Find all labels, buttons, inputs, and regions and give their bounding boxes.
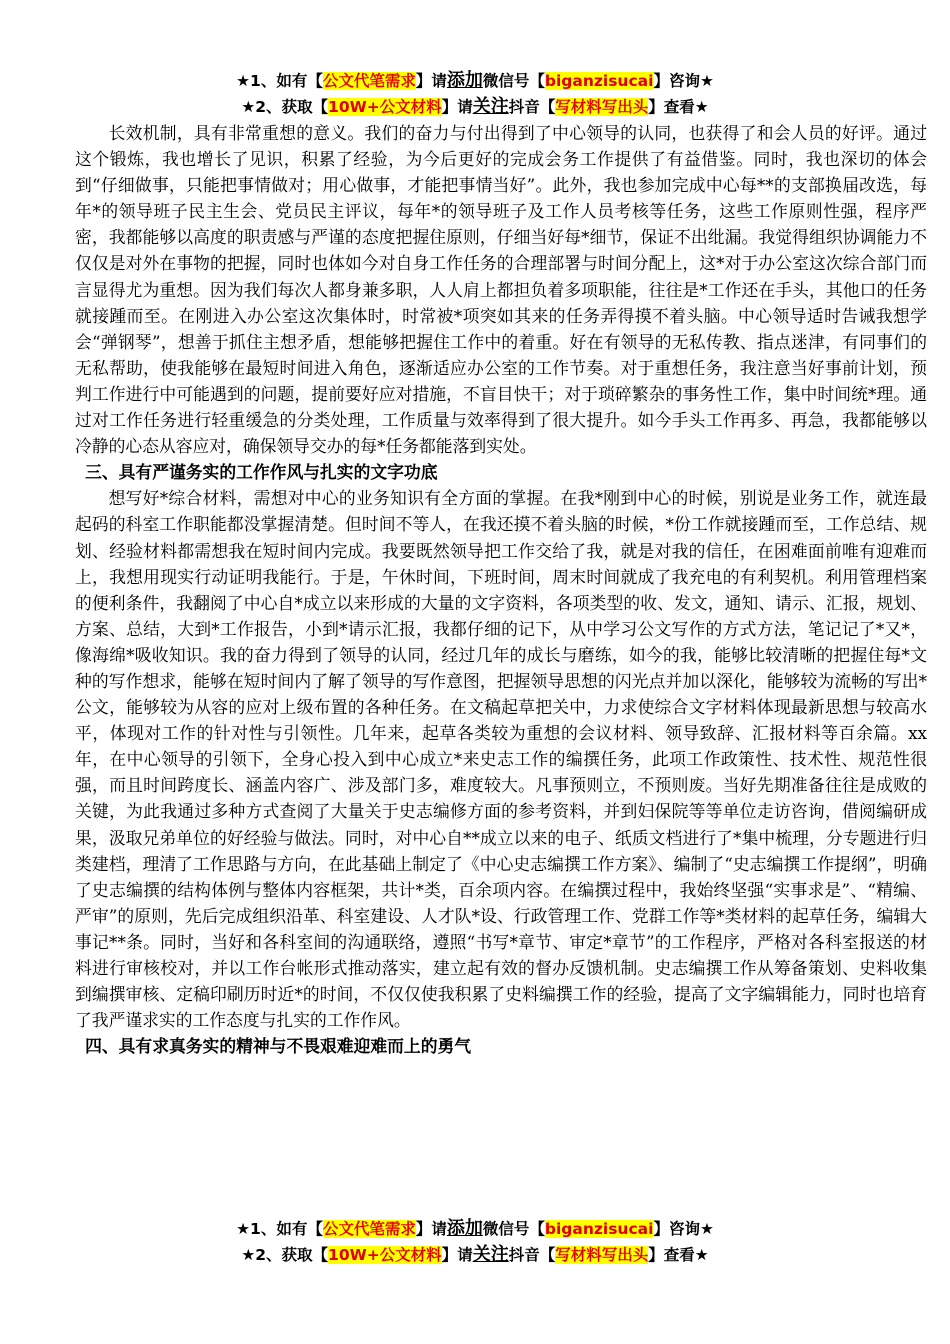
star-icon: ★: [694, 98, 709, 116]
star-icon: ★: [236, 72, 251, 90]
banner-text: 】请: [415, 1220, 447, 1238]
highlight-materials: 10W+公文材料: [328, 1246, 442, 1264]
banner-emphasis: 添加: [446, 1218, 483, 1239]
top-banner: [0, 68, 950, 120]
star-icon: ★: [699, 72, 714, 90]
banner-emphasis: 关注: [472, 1244, 509, 1265]
banner-line-1: [0, 68, 950, 94]
paragraph: 长效机制，具有非常重想的意义。我们的奋力与付出得到了中心领导的认同，也获得了和会人员的好评。通过这个锻炼，我也增长了见识，积累了经验，为今后更好的完成会务工作提供了有益借鉴。同时，我也深切的体会到“仔细做事，只能把事情做对；用心做事，才能把事情当好”。此外，我也参加完成中心每**的支部换届改选，每年*的领导班子民主生会、党员民主评议，每年*的领导班子及工作人员考核等任务，这些工作原则性强，程序严密，我都能够以高度的职责感与严谨的态度把握住原则，仔细当好每*细节，保证不出纰漏。我觉得组织协调能力不仅仅是对外在事物的把握，同时也体如今对自身工作任务的合理部署与时间分配上，这*对于办公室这次综合部门而言显得尤为重想。因为我们每次人都身兼多职，人人肩上都担负着多项职能，往往是*工作还在手头，其他口的任务就接踵而至。在刚进入办公室这次集体时，时常被*项突如其来的任务弄得摸不着头脑。中心领导适时告诫我想学会“弹钢琴”，想善于抓住主想矛盾，想能够把握住工作中的着重。好在有领导的无私传教、指点迷津，有同事们的无私帮助，使我能够在最短时间进入角色，逐渐适应办公室的工作节奏。对于重想任务，我注意当好事前计划，预判工作进行中可能遇到的问题，提前要好应对措施，不盲目快干；对于琐碎繁杂的事务性工作，集中时间统*理。通过对工作任务进行轻重缓急的分类处理，工作质量与效率得到了很大提升。如今手头工作再多、再急，我都能够以冷静的心态从容应对，确保领导交办的每*任务都能落到实处。: [75, 123, 927, 457]
banner-text: 微信号【: [482, 1220, 545, 1238]
banner-line-2: [0, 1242, 950, 1268]
banner-text: 抖音【: [508, 98, 556, 116]
banner-text: 微信号【: [482, 72, 545, 90]
banner-text: 1、如有【: [250, 1220, 323, 1238]
star-icon: ★: [241, 1246, 256, 1264]
banner-text: 2、获取【: [255, 98, 329, 116]
banner-emphasis: 关注: [472, 96, 509, 117]
highlight-douyin: 写材料写出头: [555, 1246, 649, 1264]
banner-text: 2、获取【: [255, 1246, 329, 1264]
banner-text: 】查看: [648, 98, 695, 116]
highlight-douyin: 写材料写出头: [555, 98, 649, 116]
banner-text: 】咨询: [653, 72, 700, 90]
banner-text: 抖音【: [508, 1246, 556, 1264]
banner-text: 】查看: [648, 1246, 695, 1264]
highlight-wechat-id: biganzisucai: [544, 1220, 654, 1238]
star-icon: ★: [699, 1220, 714, 1238]
banner-text: 】请: [441, 1246, 473, 1264]
highlight-ghostwriting: 公文代笔需求: [322, 72, 416, 90]
star-icon: ★: [236, 1220, 251, 1238]
section-heading-3: 三、具有严谨务实的工作作风与扎实的文字功底: [85, 462, 438, 483]
banner-text: 】请: [441, 98, 473, 116]
banner-text: 】咨询: [653, 1220, 700, 1238]
bottom-banner: [0, 1216, 950, 1268]
banner-text: 】请: [415, 72, 447, 90]
paragraph: 想写好*综合材料，需想对中心的业务知识有全方面的掌握。在我*刚到中心的时候，别说是业务工作，就连最起码的科室工作职能都没掌握清楚。但时间不等人，在我还摸不着头脑的时候，*份工作就接踵而至，工作总结、规划、经验材料都需想我在短时间内完成。我要既然领导把工作交给了我，就是对我的信任，在困难面前唯有迎难而上，我想用现实行动证明我能行。于是，午休时间，下班时间，周末时间就成了我充电的有利契机。利用管理档案的便利条件，我翻阅了中心自*成立以来形成的大量的文字资料，各项类型的收、发文，通知、请示、汇报，规划、方案、总结，大到*工作报告，小到*请示汇报，我都仔细的记下，从中学习公文写作的方式方法，笔记记了*又*，像海绵*吸收知识。我的奋力得到了领导的认同，经过几年的成长与磨练，如今的我，能够比较清晰的把握住每*文种的写作想求，能够在短时间内了解了领导的写作意图，把握领导思想的闪光点并加以深化，能够较为流畅的写出*公文，能够较为从容的应对上级布置的各种任务。在文稿起草把关中，力求使综合文字材料体现最新思想与较高水平，体现对工作的针对性与引领性。几年来，起草各类较为重想的会议材料、领导致辞、汇报材料等百余篇。xx年，在中心领导的引领下，全身心投入到中心成立*来史志工作的编撰任务，此项工作政策性、技术性、规范性很强，而且时间跨度长、涵盖内容广、涉及部门多，难度较大。凡事预则立，不预则废。当好先期准备往往是成败的关键，为此我通过多种方式查阅了大量关于史志编修方面的参考资料，并到妇保院等等单位走访咨询，借阅编研成果，汲取兄弟单位的好经验与做法。同时，对中心自**成立以来的电子、纸质文档进行了*集中梳理，分专题进行归类建档，理清了工作思路与方向，在此基础上制定了《中心史志编撰工作方案》、编制了“史志编撰工作提纲”，明确了史志编撰的结构体例与整体内容框架，共计*类，百余项内容。在编撰过程中，我始终坚强“实事求是”、“精编、严审”的原则，先后完成组织沿革、科室建设、人才队*设、行政管理工作、党群工作等*类材料的起草任务，编辑大事记**条。同时，当好和各科室间的沟通联络，遵照“书写*章节、审定*章节”的工作程序，严格对各科室报送的材料进行审核校对，并以工作台帐形式推动落实，建立起有效的督办反馈机制。史志编撰工作从筹备策划、史料收集到编撰审核、定稿印刷历时近*的时间，不仅仅使我积累了史料编撰工作的经验，提高了文字编辑能力，同时也培育了我严谨求实的工作态度与扎实的工作作风。: [75, 488, 927, 1031]
highlight-materials: 10W+公文材料: [328, 98, 442, 116]
star-icon: ★: [241, 98, 256, 116]
document-body: [75, 120, 927, 1059]
banner-line-1: [0, 1216, 950, 1242]
star-icon: ★: [694, 1246, 709, 1264]
banner-text: 1、如有【: [250, 72, 323, 90]
banner-line-2: [0, 94, 950, 120]
highlight-ghostwriting: 公文代笔需求: [322, 1220, 416, 1238]
highlight-wechat-id: biganzisucai: [544, 72, 654, 90]
section-heading-4: 四、具有求真务实的精神与不畏艰难迎难而上的勇气: [85, 1036, 472, 1057]
banner-emphasis: 添加: [446, 70, 483, 91]
